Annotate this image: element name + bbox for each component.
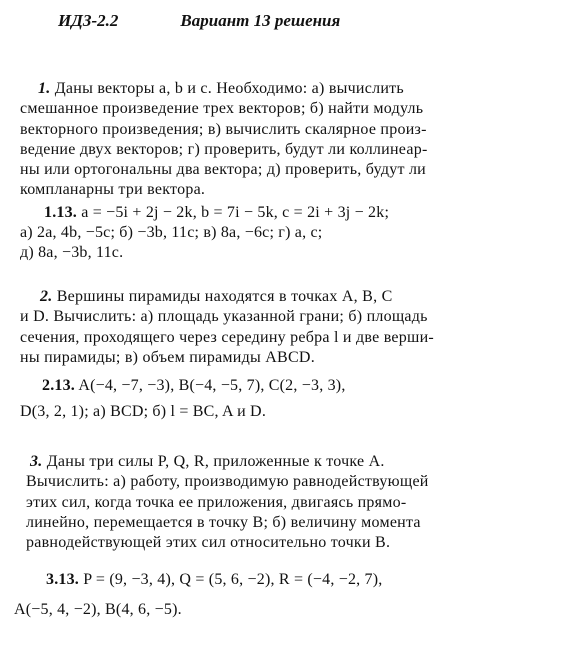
task-2-line-3: сечения, проходящего через середину ребра l и две верши-: [20, 328, 434, 346]
task-1-sub-line-3: д) 8a, −3b, 11c.: [20, 244, 124, 262]
task-3-subtask: [14, 570, 382, 621]
task-1-line-5: ны или ортогональны два вектора; д) проверить, будут ли: [20, 161, 426, 179]
task-3-line-4: линейно, перемещается в точку B; б) величину момента: [26, 513, 421, 531]
task-1-vectors: a = −5i + 2j − 2k, b = 7i − 5k, c = 2i + 3j − 2k;: [81, 203, 390, 221]
task-2-sub-line-1: [20, 376, 434, 396]
task-3-line-1: [26, 452, 429, 472]
task-3-line-3: этих сил, когда точка ее приложения, двигаясь прямо-: [26, 493, 407, 511]
task-1-number: 1.: [38, 80, 51, 97]
document-header: [58, 11, 340, 31]
task-3-forces: P = (9, −3, 4), Q = (5, 6, −2), R = (−4, −2, 7),: [83, 571, 383, 588]
task-2-line-2: и D. Вычислить: а) площадь указанной грани; б) площадь: [20, 308, 428, 326]
task-1-line-6: компланарны три вектора.: [20, 181, 206, 199]
task-2-sub-line-2: D(3, 2, 1); а) BCD; б) l = BC, A и D.: [20, 403, 267, 421]
task-1-text-1: Даны векторы a, b и c. Необходимо: а) вычислить: [54, 80, 404, 97]
task-1-line-3: векторного произведения; в) вычислить скалярное произ-: [20, 120, 427, 138]
task-3-sub-number: 3.13.: [46, 571, 79, 588]
task-3-sub-line-2: A(−5, 4, −2), B(4, 6, −5).: [14, 601, 182, 619]
task-3-line-2: Вычислить: а) работу, производимую равнодействующей: [26, 473, 429, 491]
assignment-title: ИДЗ-2.2: [58, 11, 119, 30]
task-1-sub-number: 1.13.: [44, 203, 77, 221]
task-3-line-5: равнодействующей этих сил относительно точки B.: [26, 534, 391, 552]
task-3: [26, 452, 429, 553]
task-1-sub-line-1: [20, 203, 428, 223]
task-1-line-4: ведение двух векторов; г) проверить, будут ли коллинеар-: [20, 140, 428, 158]
task-3-sub-line-1: [14, 570, 382, 590]
task-3-text-1: Даны три силы P, Q, R, приложенные к точке A.: [46, 453, 385, 470]
task-2-line-4: ны пирамиды; в) объем пирамиды ABCD.: [20, 348, 315, 366]
task-2-sub-number: 2.13.: [42, 377, 75, 395]
task-2-line-1: [20, 287, 434, 307]
task-1-line-2: смешанное произведение трех векторов; б) найти модуль: [20, 100, 424, 118]
task-2-number: 2.: [40, 288, 53, 305]
task-1-line-1: [20, 79, 428, 99]
task-1: [20, 79, 428, 264]
task-1-sub-line-2: а) 2a, 4b, −5c; б) −3b, 11c; в) 8a, −6c; г) a, c;: [20, 224, 323, 242]
task-3-number: 3.: [30, 453, 43, 470]
task-2-text-1: Вершины пирамиды находятся в точках A, B, C: [56, 288, 393, 305]
variant-title: Вариант 13 решения: [180, 11, 341, 30]
task-2: [20, 287, 434, 423]
task-2-points: A(−4, −7, −3), B(−4, −5, 7), C(2, −3, 3),: [78, 377, 346, 395]
